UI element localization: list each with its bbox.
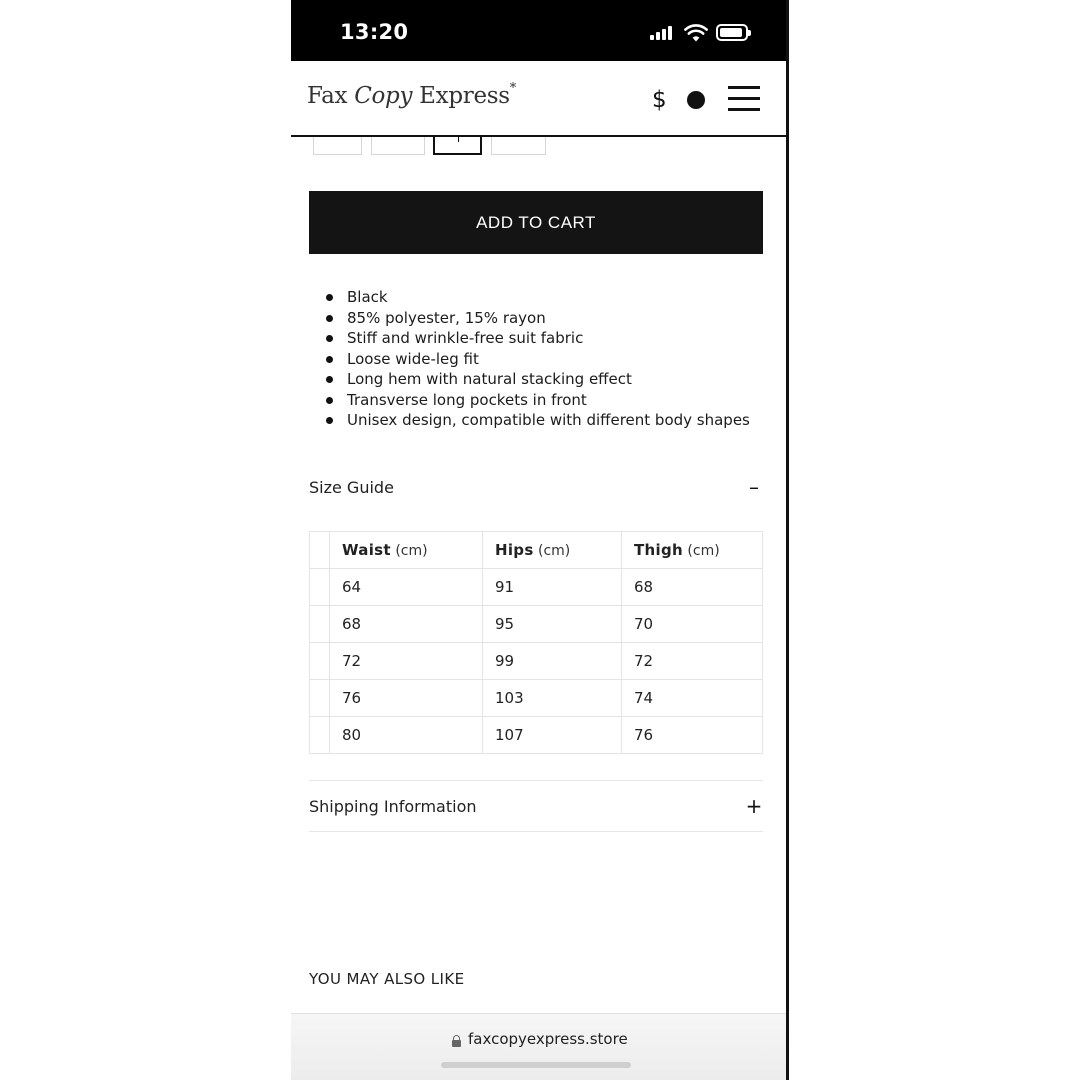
table-cell: 103 [483,680,622,717]
size-guide-title: Size Guide [309,477,394,497]
battery-icon [716,24,748,41]
table-cell: 68 [330,606,483,643]
collapse-icon[interactable]: – [749,475,759,499]
browser-address-bar[interactable] [291,1013,786,1080]
menu-icon[interactable] [728,86,760,112]
table-row [310,569,763,606]
table-header-row [310,532,763,569]
status-bar [291,0,786,61]
table-cell: 99 [483,643,622,680]
table-cell: 64 [330,569,483,606]
size-guide-header[interactable] [309,475,763,499]
variant-swatch[interactable] [371,134,425,155]
lock-icon [452,1035,461,1047]
feature-item: Transverse long pockets in front [326,390,750,411]
column-header-waist: Waist (cm) [330,532,483,569]
size-guide-table [309,531,763,754]
table-row [310,680,763,717]
add-to-cart-button[interactable]: ADD TO CART [309,191,763,254]
section-divider [309,780,763,781]
shipping-info-title: Shipping Information [309,796,477,816]
status-time: 13:20 [340,20,409,44]
shipping-info-header[interactable] [309,794,763,818]
wifi-icon [684,23,708,43]
table-cell: 107 [483,717,622,754]
table-cell: 76 [330,680,483,717]
site-logo[interactable]: Fax Copy Express* [307,81,516,109]
site-header [291,61,786,137]
table-cell: 74 [622,680,763,717]
table-cell: 72 [330,643,483,680]
currency-selector[interactable]: $ [652,87,667,113]
table-row [310,606,763,643]
variant-swatch[interactable] [491,134,546,155]
feature-item: 85% polyester, 15% rayon [326,308,750,329]
section-divider [309,831,763,832]
column-header-thigh: Thigh (cm) [622,532,763,569]
feature-item: Loose wide-leg fit [326,349,750,370]
phone-screen [291,0,786,1080]
table-cell: 76 [622,717,763,754]
feature-item: Black [326,287,750,308]
home-indicator[interactable] [441,1062,631,1068]
table-cell: 72 [622,643,763,680]
table-cell: 68 [622,569,763,606]
account-icon[interactable] [687,91,705,109]
table-cell: 80 [330,717,483,754]
product-feature-list [326,287,750,431]
feature-item: Long hem with natural stacking effect [326,369,750,390]
expand-icon[interactable]: + [745,794,763,818]
recommendations-heading: YOU MAY ALSO LIKE [309,970,465,988]
variant-swatch-selected[interactable] [433,134,482,155]
feature-item: Unisex design, compatible with different body shapes [326,410,750,431]
feature-item: Stiff and wrinkle-free suit fabric [326,328,750,349]
table-cell: 95 [483,606,622,643]
table-row [310,717,763,754]
table-cell: 70 [622,606,763,643]
cellular-signal-icon [650,26,672,40]
variant-swatch[interactable] [313,134,362,155]
table-cell: 91 [483,569,622,606]
column-header-hips: Hips (cm) [483,532,622,569]
window-edge [786,0,789,1080]
table-row [310,643,763,680]
url-text[interactable]: faxcopyexpress.store [468,1030,628,1048]
